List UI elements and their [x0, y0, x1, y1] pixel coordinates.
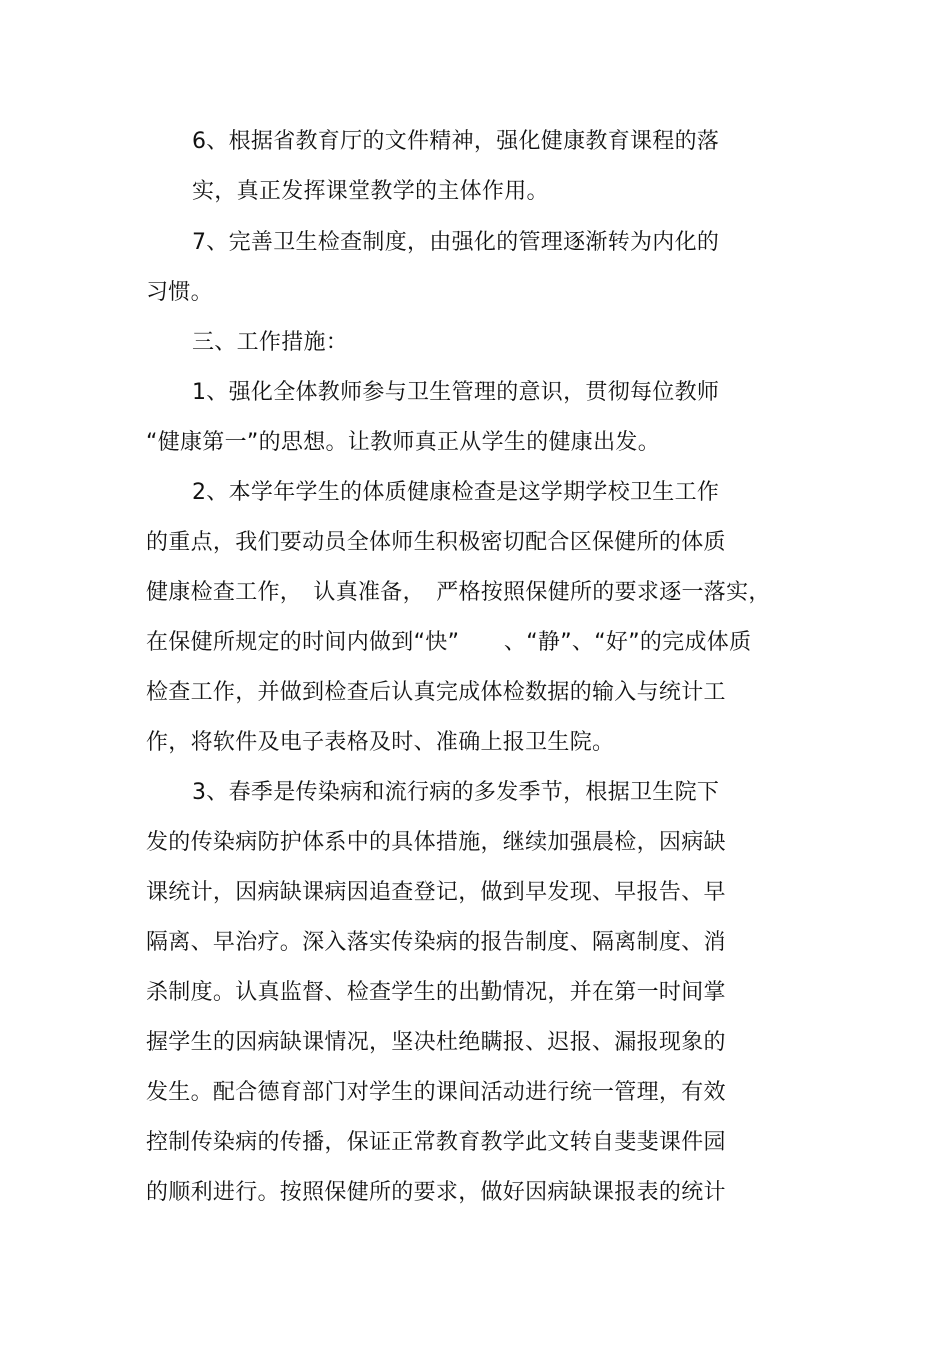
text-line: 6、根据省教育厅的文件精神，强化健康教育课程的落 — [192, 129, 720, 154]
text-line: 在保健所规定的时间内做到“快” 、“静”、“好”的完成体质 — [146, 630, 752, 655]
text-line: 隔离、早治疗。深入落实传染病的报告制度、隔离制度、消 — [146, 930, 726, 955]
text-line: 发生。配合德育部门对学生的课间活动进行统一管理，有效 — [146, 1080, 726, 1105]
text-line: 杀制度。认真监督、检查学生的出勤情况，并在第一时间掌 — [146, 980, 726, 1005]
text-line: 检查工作，并做到检查后认真完成体检数据的输入与统计工 — [146, 680, 726, 705]
text-line: 握学生的因病缺课情况，坚决杜绝瞒报、迟报、漏报现象的 — [146, 1030, 726, 1055]
text-line: 实，真正发挥课堂教学的主体作用。 — [192, 179, 549, 204]
text-line: 课统计，因病缺课病因追查登记，做到早发现、早报告、早 — [146, 880, 726, 905]
text-line: 健康检查工作， 认真准备， 严格按照保健所的要求逐一落实， — [146, 580, 771, 605]
section-heading: 三、工作措施： — [192, 330, 349, 355]
text-line: 的重点，我们要动员全体师生积极密切配合区保健所的体质 — [146, 530, 726, 555]
text-line: 发的传染病防护体系中的具体措施，继续加强晨检，因病缺 — [146, 830, 726, 855]
text-line: 1、强化全体教师参与卫生管理的意识，贯彻每位教师 — [192, 380, 720, 405]
text-line: 3、春季是传染病和流行病的多发季节，根据卫生院下 — [192, 780, 720, 805]
text-line: “健康第一”的思想。让教师真正从学生的健康出发。 — [146, 430, 660, 455]
text-line: 习惯。 — [146, 280, 213, 305]
text-line: 7、完善卫生检查制度，由强化的管理逐渐转为内化的 — [192, 230, 720, 255]
text-line: 控制传染病的传播，保证正常教育教学此文转自斐斐课件园 — [146, 1130, 726, 1155]
text-line: 的顺利进行。按照保健所的要求，做好因病缺课报表的统计 — [146, 1180, 726, 1205]
text-line: 作，将软件及电子表格及时、准确上报卫生院。 — [146, 730, 615, 755]
text-line: 2、本学年学生的体质健康检查是这学期学校卫生工作 — [192, 480, 720, 505]
